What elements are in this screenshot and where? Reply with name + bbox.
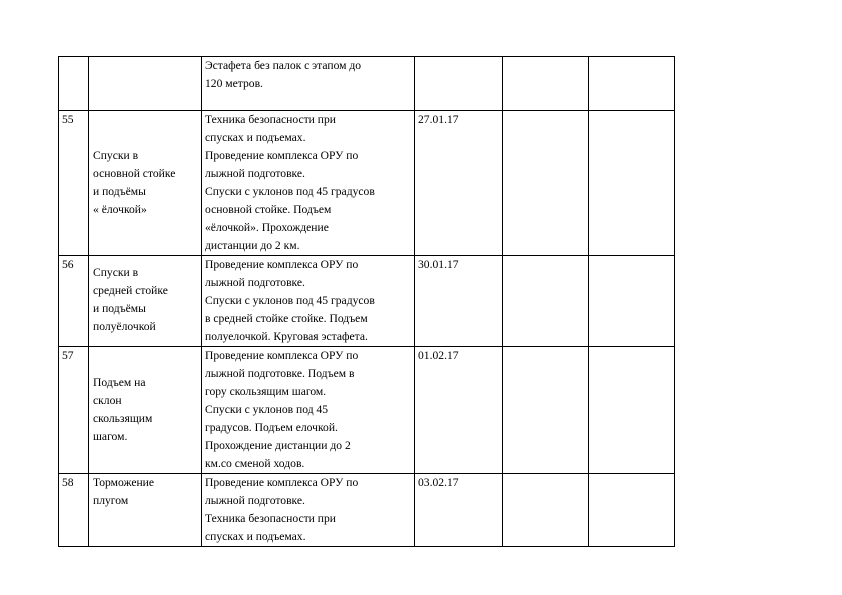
lesson-number-cell: 57 [59, 347, 89, 474]
empty-cell [589, 57, 675, 111]
empty-cell [589, 256, 675, 347]
lesson-number-cell [59, 57, 89, 111]
lesson-content-cell: Проведение комплекса ОРУ по лыжной подготовке. Спуски с уклонов под 45 градусов в средней стойке стойке. Подъем полуелочкой. Круговая эстафета. [202, 256, 415, 347]
lesson-plan-table [58, 56, 675, 547]
table-row [59, 111, 675, 256]
lesson-content-cell: Проведение комплекса ОРУ по лыжной подготовке. Техника безопасности при спусках и подъемах. [202, 474, 415, 547]
empty-cell [503, 57, 589, 111]
lesson-date-cell: 01.02.17 [415, 347, 503, 474]
table-row [59, 57, 675, 111]
empty-cell [589, 111, 675, 256]
lesson-topic-cell: Подъем на склон скользящим шагом. [89, 347, 202, 474]
empty-cell [589, 474, 675, 547]
lesson-content-cell: Эстафета без палок с этапом до 120 метров. [202, 57, 415, 111]
table-row [59, 474, 675, 547]
empty-cell [503, 256, 589, 347]
lesson-number-cell: 56 [59, 256, 89, 347]
table-row [59, 256, 675, 347]
empty-cell [503, 111, 589, 256]
lesson-number-cell: 58 [59, 474, 89, 547]
lesson-date-cell: 03.02.17 [415, 474, 503, 547]
lesson-topic-cell: Торможение плугом [89, 474, 202, 547]
lesson-number-cell: 55 [59, 111, 89, 256]
empty-cell [503, 347, 589, 474]
lesson-topic-cell [89, 57, 202, 111]
lesson-topic-cell: Спуски в основной стойке и подъёмы « ёлочкой» [89, 111, 202, 256]
empty-cell [503, 474, 589, 547]
lesson-date-cell [415, 57, 503, 111]
lesson-content-cell: Техника безопасности при спусках и подъемах. Проведение комплекса ОРУ по лыжной подготовке. Спуски с уклонов под 45 градусов основной стойке. Подъем «ёлочкой». Прохождение дистанции до 2 км. [202, 111, 415, 256]
lesson-date-cell: 27.01.17 [415, 111, 503, 256]
table-row [59, 347, 675, 474]
lesson-date-cell: 30.01.17 [415, 256, 503, 347]
lesson-content-cell: Проведение комплекса ОРУ по лыжной подготовке. Подъем в гору скользящим шагом. Спуски с уклонов под 45 градусов. Подъем елочкой. Прохождение дистанции до 2 км.со сменой ходов. [202, 347, 415, 474]
empty-cell [589, 347, 675, 474]
lesson-topic-cell: Спуски в средней стойке и подъёмы полуёлочкой [89, 256, 202, 347]
